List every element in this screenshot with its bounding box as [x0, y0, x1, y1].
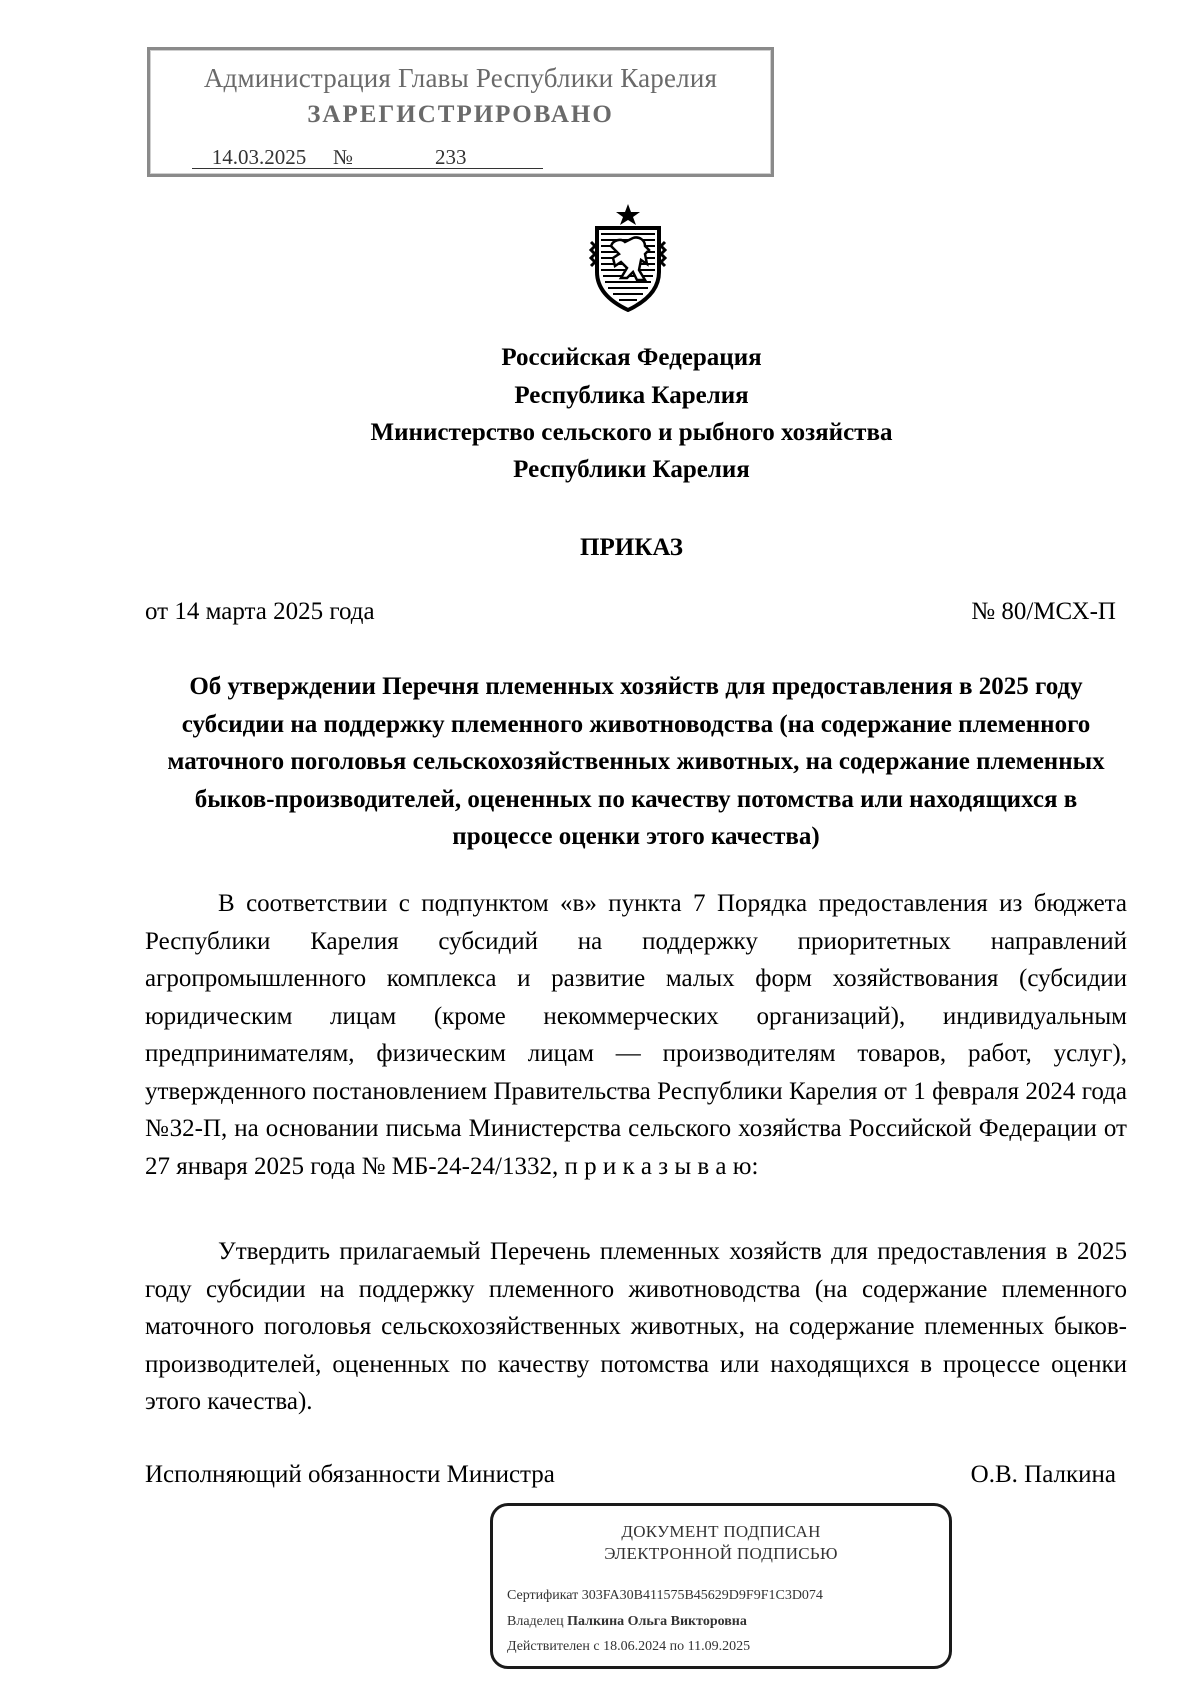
signer-title: Исполняющий обязанности Министра — [145, 1461, 555, 1488]
header-country: Российская Федерация — [501, 344, 762, 371]
header-ministry: Министерство сельского и рыбного хозяйства — [370, 419, 893, 446]
registration-number: 233 — [353, 146, 543, 169]
header-ministry-region: Республики Карелия — [513, 456, 750, 483]
order-date: от 14 марта 2025 года — [145, 598, 375, 625]
esig-heading-line1: ДОКУМЕНТ ПОДПИСАН — [621, 1522, 821, 1541]
esig-validity-prefix: Действителен с — [507, 1639, 600, 1654]
esig-certificate-label: Сертификат — [507, 1588, 579, 1603]
header-republic: Республика Карелия — [514, 382, 749, 409]
registration-stamp-authority: Администрация Главы Республики Карелия — [203, 63, 718, 93]
registration-stamp-status: ЗАРЕГИСТРИРОВАНО — [307, 101, 614, 128]
esig-certificate-row — [507, 1588, 823, 1604]
registration-number-label: № — [326, 146, 353, 169]
electronic-signature-stamp — [490, 1503, 952, 1669]
esig-owner-row — [507, 1614, 747, 1630]
signer-name: О.В. Палкина — [970, 1461, 1116, 1488]
order-subject: Об утверждении Перечня племенных хозяйств для предоставления в 2025 году субсидии на поддержку племенного животноводства (на содержание племенного маточного поголовья сельскохозяйственных животных, на содержание племенных быков-производителей, оцененных по качеству потомства или находящихся в процессе оценки этого качества) — [167, 673, 1105, 850]
body-paragraph-1: В соответствии с подпунктом «в» пункта 7 Порядка предоставления из бюджета Республики Карелия субсидий на поддержку приоритетных направлений агропромышленного комплекса и развитие малых форм хозяйствования (субсидии юридическим лицам (кроме некоммерческих организаций), индивидуальным предпринимателям, физическим лицам — производителям товаров, работ, услуг), утвержденного постановлением Правительства Республики Карелия от 1 февраля 2024 года №32-П, на основании письма Министерства сельского хозяйства Российской Федерации от 27 января 2025 года № МБ-24-24/1332, п р и к а з ы в а ю: — [145, 890, 1127, 1180]
order-number: № 80/МСХ-П — [971, 598, 1116, 625]
esig-valid-to: 11.09.2025 — [687, 1639, 751, 1654]
esig-certificate-value: 303FA30B411575B45629D9F9F1C3D074 — [581, 1588, 823, 1603]
esig-heading-line2: ЭЛЕКТРОННОЙ ПОДПИСЬЮ — [604, 1544, 838, 1563]
esig-validity-row — [507, 1639, 750, 1655]
registration-stamp — [147, 47, 774, 177]
registration-date: 14.03.2025 — [192, 146, 326, 169]
esig-valid-from: 18.06.2024 — [603, 1639, 667, 1654]
body-paragraph-2: Утвердить прилагаемый Перечень племенных хозяйств для предоставления в 2025 году субсидии на поддержку племенного животноводства (на содержание племенного маточного поголовья сельскохозяйственных животных, на содержание племенных быков-производителей, оцененных по качеству потомства или находящихся в процессе оценки этого качества). — [145, 1238, 1127, 1415]
karelia-coat-of-arms-icon — [583, 202, 673, 312]
document-type-title: ПРИКАЗ — [580, 534, 683, 561]
esig-validity-mid: по — [669, 1639, 685, 1654]
esig-owner-value: Палкина Ольга Викторовна — [567, 1614, 747, 1629]
esig-owner-label: Владелец — [507, 1614, 564, 1629]
